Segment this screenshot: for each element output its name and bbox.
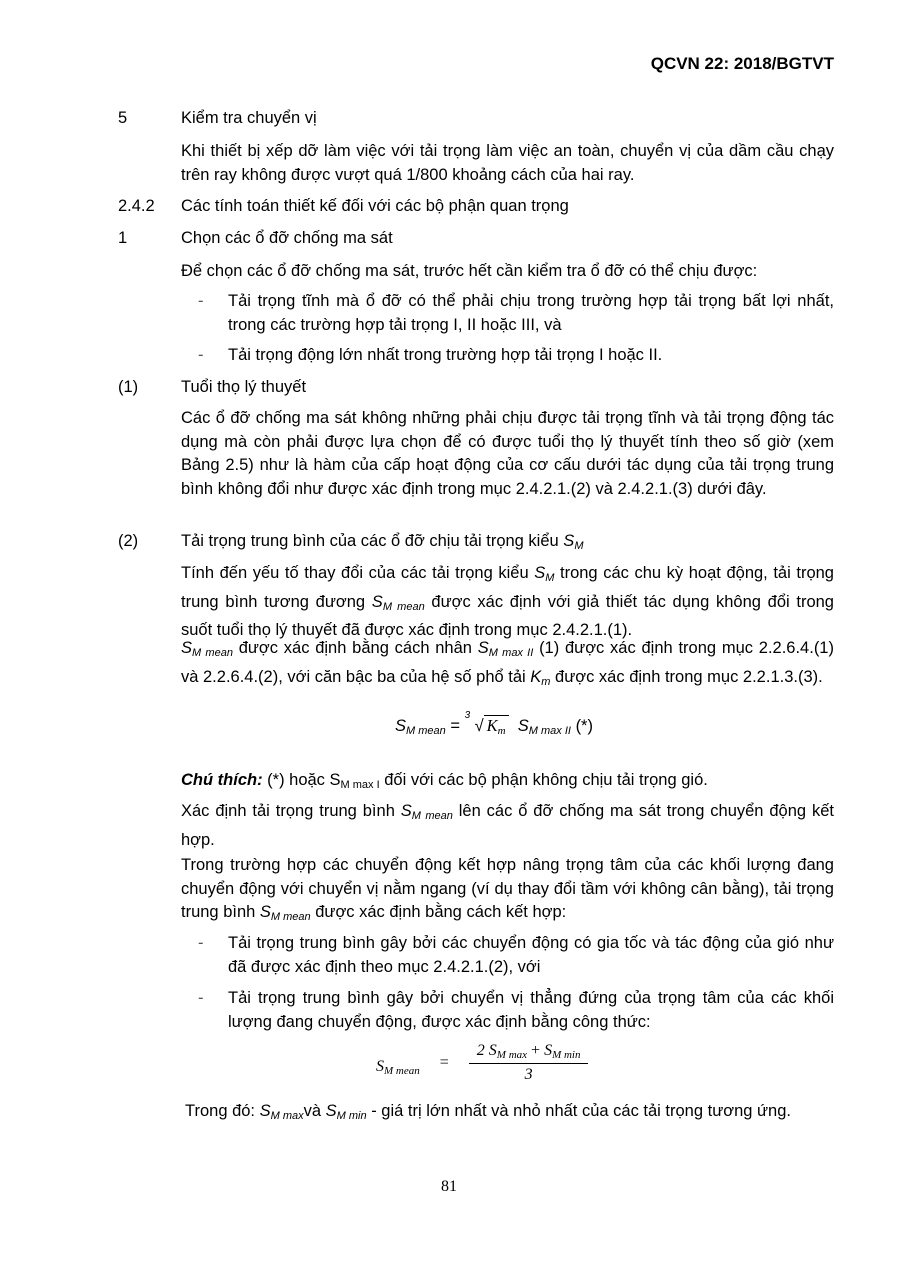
formula-combined-mean-load: $S_{M mean}$ = $\frac{2 S_{M max} + S_{M min}}{3}$ [376,1042,588,1084]
document-code-header: QCVN 22: 2018/BGTVT [650,54,834,73]
bullet-dash: - [198,292,204,310]
bullet-item: Tải trọng động lớn nhất trong trường hợp tải trọng I hoặc II. [228,346,663,364]
section-title: Kiểm tra chuyển vị [181,109,317,127]
bullet-dash: - [198,346,204,364]
subsection-number: (2) [118,532,139,550]
section-paragraph: Khi thiết bị xếp dỡ làm việc với tải trọng làm việc an toàn, chuyển vị của dầm cầu chạy trên ray không được vượt quá 1/800 khoảng cách của hai ray. [181,142,834,184]
subsection-paragraph: Trong trường hợp các chuyển động kết hợp nâng trọng tâm của các khối lượng đang chuyển động với chuyển vị nằm ngang (ví dụ thay đổi tầm với không cân bằng), tải trọng trung bình $S_{M mean}$ được xác định bằng cách kết hợp: [181,856,834,923]
subsection-number: (1) [118,378,139,396]
bullet-dash: - [198,934,204,952]
subsection-paragraph: Tính đến yếu tố thay đổi của các tải trọng kiểu $S_M$ trong các chu kỳ hoạt động, tải trọng trung bình tương đương $S_{M mean}$ được xác định với giả thiết tác dụng không đổi trong suốt tuổi thọ lý thuyết đã được xác định trong mục 2.4.2.1.(1). [181,564,834,639]
section-number: 2.4.2 [118,197,155,215]
section-title: Chọn các ổ đỡ chống ma sát [181,229,393,247]
section-title: Các tính toán thiết kế đối với các bộ phận quan trọng [181,197,569,215]
bullet-item: Tải trọng trung bình gây bởi các chuyển động có gia tốc và tác động của gió như đã được xác định theo mục 2.4.2.1.(2), với [228,934,834,976]
section-number: 5 [118,109,128,127]
section-paragraph: Để chọn các ổ đỡ chống ma sát, trước hết cần kiểm tra ổ đỡ có thể chịu được: [181,262,758,280]
bullet-item: Tải trọng tĩnh mà ổ đỡ có thể phải chịu trong trường hợp tải trọng bất lợi nhất, trong các trường hợp tải trọng I, II hoặc III, và [228,292,834,334]
section-number: 1 [118,229,128,247]
subsection-title: Tải trọng trung bình của các ổ đỡ chịu tải trọng kiểu $S_M$ [181,532,584,552]
subsection-paragraph: Các ổ đỡ chống ma sát không những phải chịu được tải trọng tĩnh và tải trọng động tác dụng mà còn phải được lựa chọn để có được tuổi thọ lý thuyết tính theo số giờ (xem Bảng 2.5) như là hàm của cấp hoạt động của cơ cấu dưới tác dụng của tải trọng trung bình không đổi như được xác định trong mục 2.4.2.1.(2) và 2.4.2.1.(3) dưới đây. [181,409,834,498]
where-clause: Trong đó: $S_{M max}và$ $S_{M min}$ - giá trị lớn nhất và nhỏ nhất của các tải trọng tương ứng. [185,1102,791,1122]
subsection-paragraph: $S_{M mean}$ được xác định bằng cách nhân $S_{M max II}$ (1) được xác định trong mục 2.2.6.4.(1) và 2.2.6.4.(2), với căn bậc ba của hệ số phổ tải $K_m$ được xác định trong mục 2.2.1.3.(3). [181,639,834,688]
page-number: 81 [441,1178,457,1195]
bullet-dash: - [198,989,204,1007]
note: Chú thích: (*) hoặc $S_{M max I}$ đối với các bộ phận không chịu tải trọng gió. [181,771,708,791]
fraction: $\frac{2 S_{M max} + S_{M min}}{3}$ [469,1042,589,1084]
subsection-title: Tuổi thọ lý thuyết [181,378,307,396]
subsection-paragraph: Xác định tải trọng trung bình $S_{M mean}$ lên các ổ đỡ chống ma sát trong chuyển động kết hợp. [181,802,834,849]
formula-mean-load: $S_{M mean}$ = 3 √ $K_m$ $S_{M max II}$ (*) [395,710,593,737]
bullet-item: Tải trọng trung bình gây bởi chuyển vị thẳng đứng của trọng tâm của các khối lượng đang chuyển động, được xác định bằng công thức: [228,989,834,1031]
